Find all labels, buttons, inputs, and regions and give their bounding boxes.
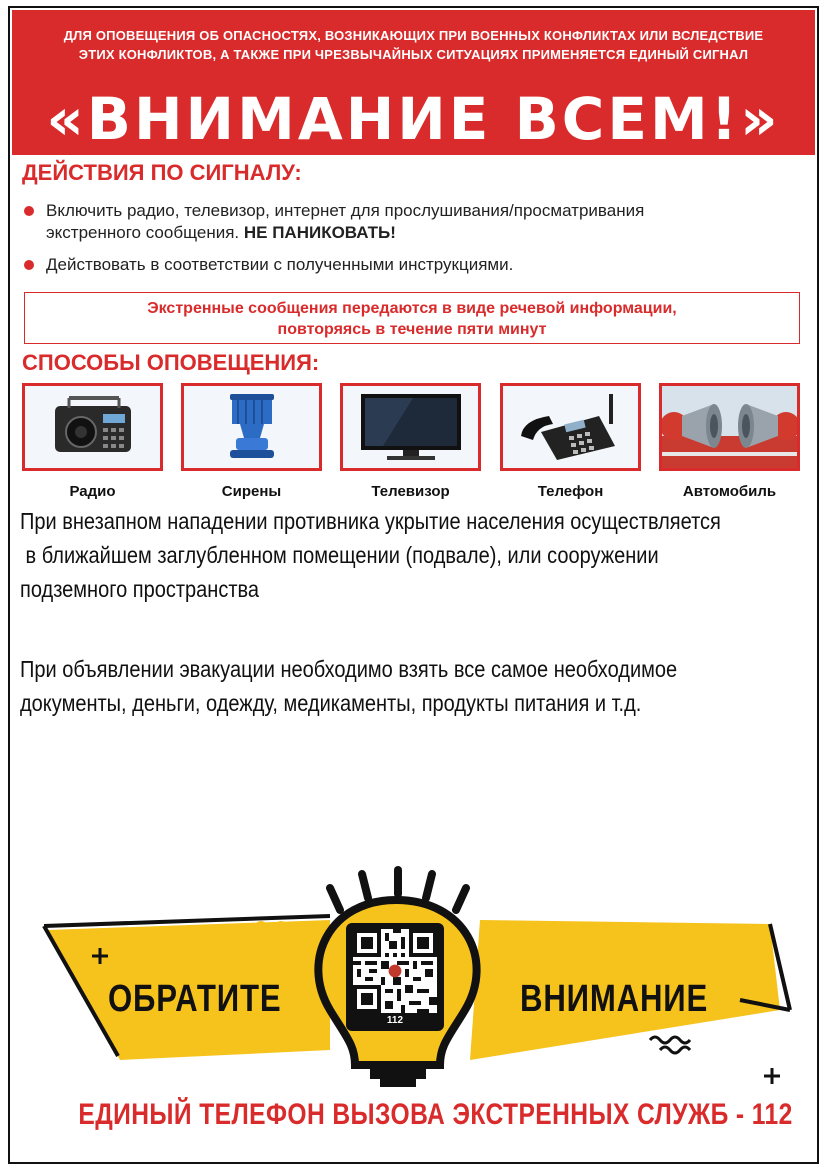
shelter-line1: При внезапном нападении противника укрытие населения осуществляется <box>20 508 721 534</box>
method-label-radio: Радио <box>69 483 116 500</box>
header-banner <box>12 10 815 155</box>
methods-heading: СПОСОБЫ ОПОВЕЩЕНИЯ: <box>22 350 320 375</box>
method-card-car <box>659 383 800 471</box>
bullet-dot-icon <box>24 260 34 270</box>
radio-icon <box>25 386 160 468</box>
evacuation-paragraph <box>20 652 810 720</box>
qr-caption: 112 <box>386 1015 404 1026</box>
bullet-dot-icon <box>24 206 34 216</box>
action-item-1-line1: Включить радио, телевизор, интернет для прослушивания/просматривания <box>46 201 645 220</box>
qr-code-icon <box>353 929 437 1013</box>
evacuation-line1: При объявлении эвакуации необходимо взять все самое необходимое <box>20 656 678 682</box>
phone-icon <box>503 386 638 468</box>
emergency-phone-footer <box>0 1098 827 1132</box>
tv-icon <box>343 386 478 468</box>
evacuation-line2: документы, деньги, одежду, медикаменты, продукты питания и т.д. <box>20 690 642 716</box>
shelter-line3: подземного пространства <box>20 576 260 602</box>
method-card-phone <box>500 383 641 471</box>
method-label-siren: Сирены <box>221 483 282 500</box>
no-panic-text: НЕ ПАНИКОВАТЬ! <box>243 223 396 242</box>
method-card-siren <box>181 383 322 471</box>
notice-box <box>24 292 800 344</box>
method-label-tv: Телевизор <box>371 483 450 500</box>
banner-subtitle-line1: ДЛЯ ОПОВЕЩЕНИЯ ОБ ОПАСНОСТЯХ, ВОЗНИКАЮЩИХ ПРИ ВОЕННЫХ КОНФЛИКТАХ ИЛИ ВСЛЕДСТВИЕ <box>63 28 764 43</box>
loudspeaker-car-icon <box>662 386 797 468</box>
shelter-paragraph <box>20 504 810 606</box>
attention-right-word: ВНИМАНИЕ <box>520 978 709 1020</box>
qr-code-frame <box>346 923 444 1031</box>
action-item-1-line2: экстренного сообщения. <box>46 223 240 242</box>
shelter-line2: в ближайшем заглубленном помещении (подвале), или сооружении <box>20 542 659 568</box>
attention-left-word: ОБРАТИТЕ <box>108 978 282 1020</box>
method-card-tv <box>340 383 481 471</box>
notice-line2: повторяясь в течение пяти минут <box>277 321 547 338</box>
method-label-car: Автомобиль <box>682 483 777 500</box>
method-label-phone: Телефон <box>537 483 604 500</box>
emergency-phone-text: ЕДИНЫЙ ТЕЛЕФОН ВЫЗОВА ЭКСТРЕННЫХ СЛУЖБ - 112 <box>78 1098 793 1131</box>
banner-subtitle <box>12 26 815 64</box>
action-item-2-text: Действовать в соответствии с полученными инструкциями. <box>46 255 514 274</box>
banner-title: «ВНИМАНИЕ ВСЕМ!» <box>46 85 781 153</box>
method-card-radio <box>22 383 163 471</box>
actions-heading: ДЕЙСТВИЯ ПО СИГНАЛУ: <box>22 160 302 185</box>
notice-line1: Экстренные сообщения передаются в виде речевой информации, <box>147 300 677 317</box>
siren-icon <box>184 386 319 468</box>
banner-subtitle-line2: ЭТИХ КОНФЛИКТОВ, А ТАКЖЕ ПРИ ЧРЕЗВЫЧАЙНЫХ СИТУАЦИЯХ ПРИМЕНЯЕТСЯ ЕДИНЫЙ СИГНАЛ <box>78 47 749 62</box>
